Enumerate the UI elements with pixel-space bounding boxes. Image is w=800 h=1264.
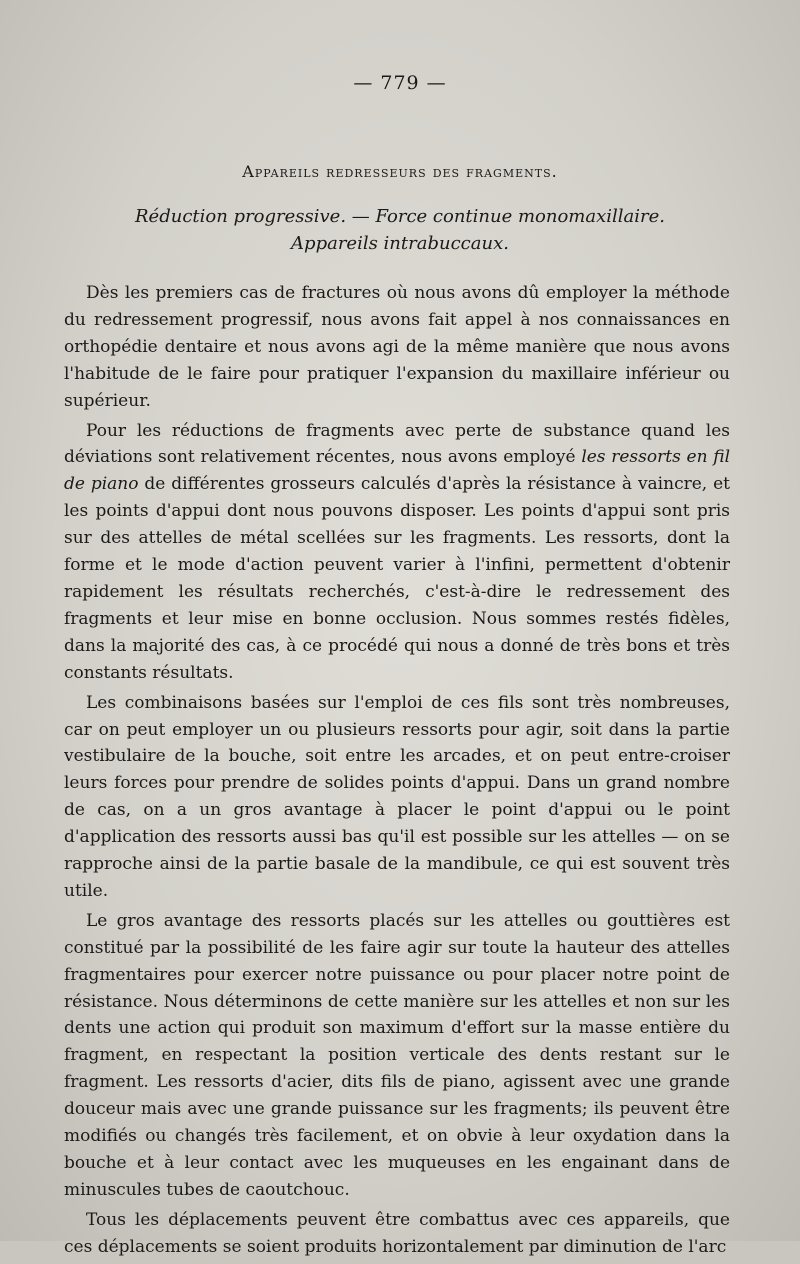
paragraph-4: Le gros avantage des ressorts placés sur les attelles ou gouttières est constitué par la possibilité de les faire agir sur toute la hauteur des attelles fragmentaires pour exercer notre puissance ou pour placer notre point de résistance. Nous déterminons de cette manière sur les attelles et non sur les dents une action qui produit son maximum d'effort sur la masse entière du fragment, en respectant la position verticale des dents restant sur le fragment. Les ressorts d'acier, dits fils de piano, agissent avec une grande douceur mais avec une grande puissance sur les fragments; ils peuvent être modifiés ou changés très facilement, et on obvie à leur oxydation dans la bouche et à leur contact avec les muqueuses en les engainant dans de minuscules tubes de caoutchouc.	[64, 910, 730, 1200]
paragraph-2	[64, 418, 730, 687]
paragraph-2-text-before: Pour les réductions de fragments avec perte de substance quand les déviations sont relativement récentes, nous avons employé	[64, 420, 730, 468]
subtitle-line-2: Appareils intrabuccaux.	[291, 233, 509, 254]
page-number: — 779 —	[353, 72, 447, 94]
paragraph-2-emphasis: les ressorts en fil de piano	[64, 447, 731, 495]
subtitle-line-1: Réduction progressive. — Force continue monomaxillaire.	[135, 206, 665, 227]
body-text	[64, 280, 730, 1264]
paragraph-3: Les combinaisons basées sur l'emploi de ces fils sont très nombreuses, car on peut employer un ou plusieurs ressorts pour agir, soit dans la partie vestibulaire de la bouche, soit entre les arcades, et on peut entre-croiser leurs forces pour prendre de solides points d'appui. Dans un grand nombre de cas, on a un gros avantage à placer le point d'appui ou le point d'application des ressorts aussi bas qu'il est possible sur les attelles — on se rapproche ainsi de la partie basale de la mandibule, ce qui est souvent très utile.	[64, 692, 730, 901]
paragraph-1: Dès les premiers cas de fractures où nous avons dû employer la méthode du redressement progressif, nous avons fait appel à nos connaissances en orthopédie dentaire et nous avons agi de la même manière que nous avons l'habitude de le faire pour pratiquer l'expansion du maxillaire inférieur ou supérieur.	[64, 283, 730, 411]
section-heading: Appareils redresseurs des fragments.	[242, 162, 558, 181]
paragraph-5: Tous les déplacements peuvent être combattus avec ces appareils, que ces déplacements se soient produits horizontalement par diminution de l'arc	[64, 1209, 730, 1257]
paragraph-2-text-after: de différentes grosseurs calculés d'après la résistance à vaincre, et les points d'appui dont nous pouvons disposer. Les points d'appui sont pris sur des attelles de métal scellées sur les fragments. Les ressorts, dont la forme et le mode d'action peuvent varier à l'infini, permettent d'obtenir rapidement les résultats recherchés, c'est-à-dire le redressement des fragments et leur mise en bonne occlusion. Nous sommes restés fidèles, dans la majorité des cas, à ce procédé qui nous a donné de très bons et très constants résultats.	[64, 474, 730, 683]
